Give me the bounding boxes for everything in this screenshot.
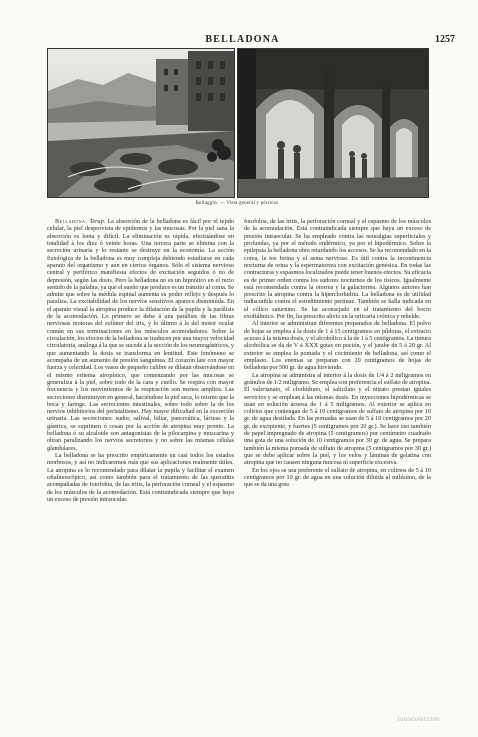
watermark	[398, 717, 470, 729]
section-abbrev: Terap.	[87, 218, 106, 225]
left-column	[47, 218, 234, 503]
watermark-text: todocoleccion	[398, 717, 440, 723]
right-column	[244, 218, 431, 489]
photo-plate	[47, 48, 427, 196]
arcade-porticos-photo	[237, 48, 429, 198]
page-number: 1257	[435, 34, 455, 45]
paragraph-text: La atropina se administra al interior á la dosis de 1/4 á 2 miligramos en gránulos de 1/2 miligramo. Se emplea con preferencia el sulfato de atropina. El valerianato, el clorhidrato, el salicilato y el nitrato prestan iguales servicios y se emplean á las mismas dosis. En inyecciones hipodérmicas se usan en solución acuosa de 1 á 5 miligramos. Al exterior se aplica en colirios que contengan de 5 á 10 centigramos de sulfato de atropina por 10 gr. de agua destilada. En las pomadas se usan de 5 á 10 centigramos por 20 gr. de excipiente, y fuertes (5 centigramos por 20 gr.). Se hace uso también de papel impregnado de atropina (5 centigramos) por centímetro cuadrado una gota de una solución de 10 centigramos por 30 gr. de agua. Se prepara también la misma pomada de sulfato de atropina (5 centigramos por 30 gr.) que se debe aplicar sobre la piel, y los velos y láminas de gelatina con atropina que no causen ninguna mucosa ni superficie excesiva.	[244, 371, 431, 467]
page-header	[30, 34, 455, 48]
entry-headword: Belladona.	[55, 218, 88, 225]
paragraph-text: fotofobia, de las iritis, la perforación corneal y el espasmo de los músculos de la acomodación. Está contraindicada siempre que haya un exceso de presión intraocular. Se ha empleado contra las neuralgias superficiales y profundas, ya por el método endérmico, ya por el hipodérmico. Sobre la epilepsia la belladona obra retardando los accesos. Se ha recomendado en la corea, la tos ferina y el asma nervioso. Es útil contra la incontinencia nocturna de orina y la espermatorrea con excitación genésica. En todas las contracturas y espasmos localizados puede tener buenos efectos. Su eficacia es de primer orden contra los sudores nocturnos de los tísicos. Igualmente está recomendada contra la otorrea y la galactorrea. Algunos autores han prescrito la atropina contra la hiperclorhidria. La belladona es de utilidad indiscutible contra el estreñimiento pertinaz. También se halla indicada en el cólico saturnino. Se ha aconsejado en el tratamiento del bocio exoftálmico. Por fin, ha prescrito alivio en la urticaria crónica y rebelde.	[244, 218, 431, 321]
paragraph-text: La belladona se ha prescrito empíricamente en casi todos los estados morbosos, y así no indicaremos más que sus aplicaciones realmente útiles. La atropina es lo recomendado para dilatar la pupila y facilitar el examen oftalmoscópico, así como también para el tratamiento de las queratitis acompañadas de fotofobia, de las iritis, la perforación corneal y el espasmo de los músculos de la acomodación. Está contraindicada siempre que haya un exceso de presión intraocular.	[47, 452, 234, 503]
left-paragraph-2	[47, 452, 234, 503]
right-paragraph-4	[244, 467, 431, 489]
right-paragraph-1	[244, 218, 431, 320]
running-title: BELLADONA	[205, 34, 280, 45]
left-paragraph-1	[47, 218, 234, 452]
paragraph-text: Al interior se administran diferentes preparados de belladona. El polvo de hojas se emplea á la dosis de 1 á 15 centigramos en píldoras, el extracto acuoso á la misma dosis, y el alcohólico á la de 1 á 5 centigramos. La tintura alcohólica se da de V á XXX gotas en poción, y el jarabe de 5 á 20 gr. Al exterior se emplea la pomada y el cocimiento de belladona, así como el emplasto. Los enemas se preparan con 20 centigramos de hojas de belladona por 500 gr. de agua hirviendo.	[244, 320, 431, 372]
right-paragraph-3	[244, 372, 431, 467]
figure-caption: Bellaggio. — Vista general y pórticos	[195, 201, 279, 206]
lakeside-town-photo	[47, 48, 235, 198]
paragraph-text: La absorción de la belladona es fácil por el tejido celular, la piel desprovista de epidermis y las mucosas. Por la piel sana la absorción es lenta y difícil. La eliminación es rápida, efectuándose en totalidad á los diez ó veinte horas. Una tercera parte se elimina con la secreción urinaria y lo restante se destruye en la economía. La acción fisiológica de la belladona es muy compleja debiendo estudiarse en cada aparato del organismo y aun en ciertos órganos. Sólo el sistema nervioso central y periférico manifiesta efectos de excitación seguidos ó no de depresión, según las dosis. Pero la belladona no es un hipnótico en el recto sentido de la palabra, ya que el sueño que produce es un tránsito al coma. Se admite que sobre la médula espinal aumenta su poder reflejo y después lo paraliza. La excitabilidad de los nervios sensitivos aparece disminuida. En el aparato visual la atropina produce la dilatación de la pupila y la parálisis de la acomodación. Lo primero se debe á una parálisis de las fibras nerviosas motoras del esfínter del iris, y lo último á la del motor ocular común en sus terminaciones en los músculos acomodadores. Sobre la circulación, los efectos de la belladona se traducen por una mayor velocidad circulatoria, análoga á la que se sucede á la sección de los neumogástricos, y que aumentando la dosis se transforma en lentitud. Este fenómeno se acompaña de un aumento de presión sanguínea. El corazón late con mayor fuerza y celeridad. Los vasos de pequeño calibre se dilatan observándose en el mismo eritema atropínico, que comenzando por las mucosas se generaliza á la piel, sobre todo de la cara y cuello. Se respira con mayor frecuencia y los movimientos de la respiración son menos amplios. Las secreciones disminuyen en general, haciéndose la piel seca, lo mismo que la boca y faringe. Las secreciones intestinales, sobre todo sobre la de los nervios inhibitorios del peristaltismo. Hay mayor dificultad en la excreción urinaria. Las secreciones: sudor, salival, biliar, pancreática, lácteas y la gástrica, se suprimen ó cesan por la acción de atropina muy pronto. La belladona ó su alcaloide son antagonistas de la pilocarpina y muscarina y obran paralizando los nervios secretorios y no sobre las mismas células glandulares.	[47, 218, 234, 452]
right-paragraph-2	[244, 320, 431, 371]
paragraph-text: En los ojos se usa preferente el sulfato de atropina, en colirios de 5 á 10 centigramos por 10 gr. de agua en una solución diluida al milésimo, de la que se da una gota	[244, 466, 431, 489]
